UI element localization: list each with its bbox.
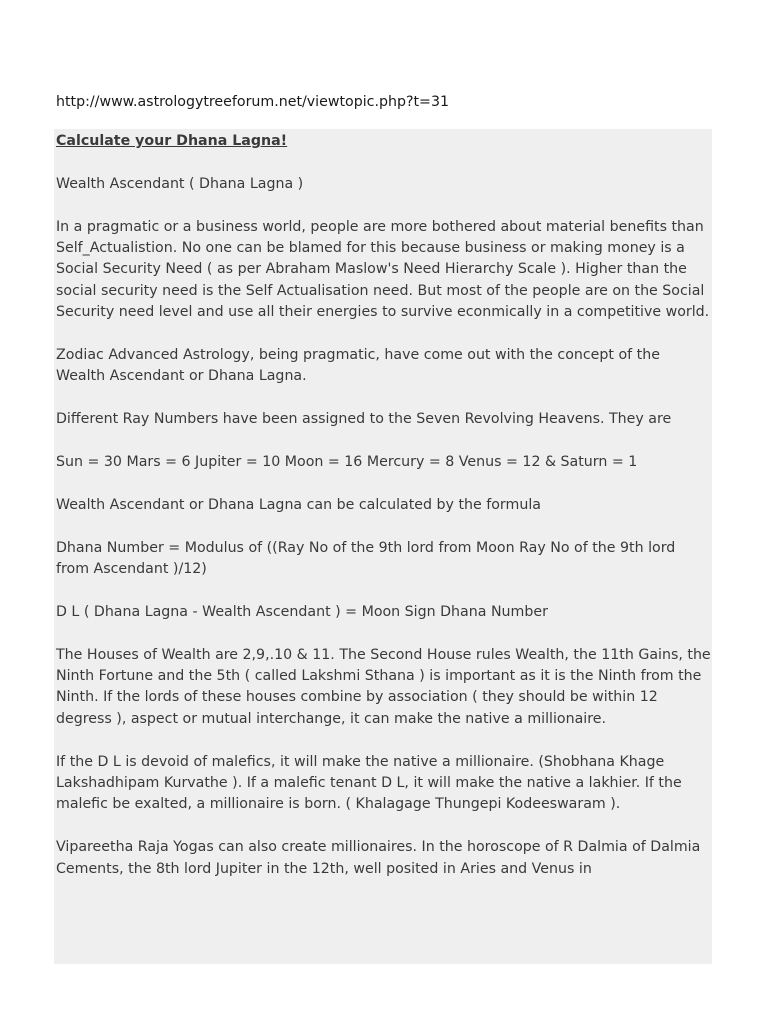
paragraph-dl-definition: D L ( Dhana Lagna - Wealth Ascendant ) = Moon Sign Dhana Number (56, 603, 548, 620)
paragraph-ray-numbers: Different Ray Numbers have been assigned to the Seven Revolving Heavens. They are (56, 411, 672, 428)
paragraph-zodiac-advanced: Zodiac Advanced Astrology, being pragmatic, have come out with the concept of the Wealth Ascendant or Dhana Lagna. (56, 347, 660, 385)
paragraph-ray-values: Sun = 30 Mars = 6 Jupiter = 10 Moon = 16 Mercury = 8 Venus = 12 & Saturn = 1 (56, 454, 638, 471)
paragraph-vipareetha: Vipareetha Raja Yogas can also create millionaires. In the horoscope of R Dalmia of Dalmia Cements, the 8th lord Jupiter in the 12th, well posited in Aries and Venus in (56, 839, 701, 877)
article-body (54, 129, 712, 964)
paragraph-business-world: In a pragmatic or a business world, people are more bothered about material benefits than Self_Actualistion. No one can be blamed for this because business or making money is a Social Security Need ( as per Abraham Maslow's Need Hierarchy Scale ). Higher than the social security need is the Self Actualisation need. But most of the people are on the Social Security need level and use all their energies to survive econmically in a competitive world. (56, 218, 710, 321)
article-title: Calculate your Dhana Lagna! (56, 133, 288, 149)
paragraph-formula-intro: Wealth Ascendant or Dhana Lagna can be calculated by the formula (56, 496, 541, 513)
paragraph-dhana-number: Dhana Number = Modulus of ((Ray No of the 9th lord from Moon Ray No of the 9th lord from Ascendant )/12) (56, 539, 676, 578)
paragraph-wealth-ascendant: Wealth Ascendant ( Dhana Lagna ) (56, 175, 304, 192)
paragraph-houses-of-wealth: The Houses of Wealth are 2,9,.10 & 11. The Second House rules Wealth, the 11th Gains, the Ninth Fortune and the 5th ( called Lakshmi Sthana ) is important as it is the Ninth from the Ninth. If the lords of these houses combine by association ( they should be within 12 degress ), aspect or mutual interchange, it can make the native a millionaire. (56, 646, 711, 727)
source-url: http://www.astrologytreeforum.net/viewtopic.php?t=31 (56, 94, 449, 110)
paragraph-malefics: If the D L is devoid of malefics, it will make the native a millionaire. (Shobhana Khage Lakshadhipam Kurvathe ). If a malefic tenant D L, it will make the native a lakhier. If the malefic be exalted, a millionaire is born. ( Khalagage Thungepi Kodeeswaram ). (56, 753, 682, 813)
